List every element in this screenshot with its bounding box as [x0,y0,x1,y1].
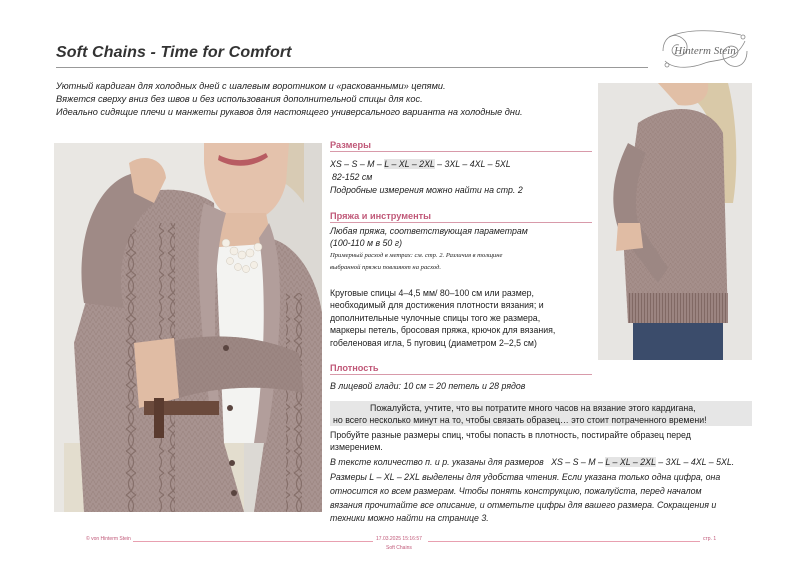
tools-line: дополнительные чулочные спицы того же размера, [330,312,541,323]
body-line: Пробуйте разные размеры спиц, чтобы попасть в плотность, постирайте образец перед [330,430,691,440]
footer-divider [133,541,373,542]
footer-page: стр. 1 [703,536,717,542]
hinterm-stein-logo [655,27,755,75]
footer-divider [428,541,700,542]
yarn-line: (100-110 м в 50 г) [330,238,403,248]
document-title: Soft Chains - Time for Comfort [56,44,292,61]
sizes-note: Подробные измерения можно найти на стр. 2 [330,185,523,195]
gauge-text: В лицевой глади: 10 см = 20 петель и 28 рядов [330,381,526,391]
cardigan-photo-front [54,143,322,512]
tools-line: необходимый для достижения плотности вязания; и [330,300,544,311]
body-sizes-pre: XS – S – M – [551,457,606,467]
body-para-line: вязания прочитайте все описание, и отметьте цифры для вашего размера. Сокращения и [330,499,717,510]
tools-list [330,287,600,349]
footer-date: 17.03.2025 15:16:57 [376,536,422,542]
sizes-list-highlight: L – XL – 2XL [384,159,435,169]
notice-line: Пожалуйста, учтите, что вы потратите много часов на вязание этого кардигана, [370,403,696,413]
body-sizes-highlight: L – XL – 2XL [605,457,656,467]
notice-line: но всего несколько минут на то, чтобы связать образец… это стоит потраченного времени! [333,415,707,425]
sizes-list [330,158,511,170]
body-para-line: Размеры L – XL – 2XL выделены для удобства чтения. Если указана только одна цифра, она [330,472,721,482]
intro-line: Идеально сидящие плечи и манжеты рукавов для настоящего универсального варианта на холодные дни. [56,107,523,117]
body-sizes-line [330,456,734,468]
gauge-heading: Плотность [330,363,592,375]
sizes-heading: Размеры [330,140,592,152]
sizes-range: 82-152 см [332,172,373,182]
svg-text:Hinterm Stein: Hinterm Stein [674,45,736,57]
tools-line: маркеры петель, бросовая пряжа, крючок для вязания, [330,325,556,336]
body-paragraph [330,471,755,526]
intro-line: Уютный кардиган для холодных дней с шалевым воротником и «раскованными» цепями. [56,81,446,91]
tools-line: Круговые спицы 4–4,5 мм/ 80–100 см или размер, [330,288,534,298]
title-divider [56,67,648,68]
intro-text [56,80,596,119]
footer-pattern-name: Soft Chains [386,545,412,551]
body-sizes-post: – 3XL – 4XL – 5XL. [655,457,735,467]
yarn-line: Любая пряжа, соответствующая параметрам [330,226,528,236]
body-para-line: относится ко всем размерам. Чтобы понять конструкцию, пожалуйста, перед началом [330,485,702,496]
footer-copyright: © von Hinterm Stein [86,536,131,542]
cardigan-photo-side [598,83,752,360]
body-line: измерением. [330,442,383,452]
body-para-line: техники можно найти на странице 3. [330,513,489,524]
yarn-small-note: Примерный расход в метрах: см. стр. 2. Различия в толщине [330,252,503,259]
intro-line: Вяжется сверху вниз без швов и без использования дополнительной спицы для кос. [56,94,423,104]
sizes-list-pre: XS – S – M – [330,159,385,169]
sizes-list-post: – 3XL – 4XL – 5XL [434,159,511,169]
body-sizes-label: В тексте количество п. и р. указаны для размеров [330,457,544,467]
tools-line: гобеленовая игла, 5 пуговиц (диаметром 2–2,5 см) [330,337,537,348]
yarn-small-note: выбранной пряжи повлияют на расход. [330,264,442,271]
yarn-heading: Пряжа и инструменты [330,211,592,223]
